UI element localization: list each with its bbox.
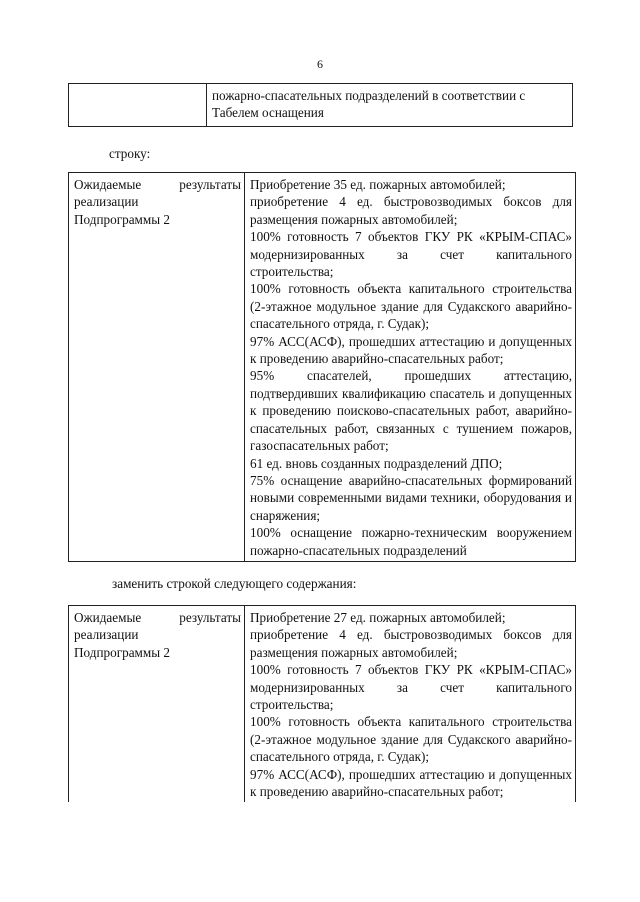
list-item: 100% оснащение пожарно-техническим вооружением пожарно-спасательных подразделений: [250, 525, 572, 558]
empty-label-cell: [69, 84, 207, 127]
new-row-content: [245, 606, 576, 803]
text-after: заменить строкой следующего содержания:: [112, 576, 357, 591]
top-row-line: пожарно-спасательных подразделений в соответствии с: [212, 88, 526, 103]
list-item: 100% готовность объекта капитального строительства (2-этажное модульное здание для Судакского аварийно-спасательного отряда, г. Судак);: [250, 714, 572, 765]
old-row-table: [68, 172, 576, 562]
list-item: 75% оснащение аварийно-спасательных формирований новыми современными видами техники, оборудования и снаряжения;: [250, 472, 572, 523]
new-row-table: [68, 605, 576, 802]
row-label-word: результаты: [179, 610, 241, 625]
list-item: 100% готовность 7 объектов ГКУ РК «КРЫМ-СПАС» модернизированных за счет капитального строительства;: [250, 662, 572, 713]
table-row: [69, 606, 576, 803]
top-row-content: [207, 84, 573, 127]
row-label-line: Подпрограммы 2: [74, 644, 170, 660]
row-label-line: реализации: [74, 194, 139, 210]
list-item: приобретение 4 ед. быстровозводимых боксов для размещения пожарных автомобилей;: [250, 627, 572, 660]
row-label: [69, 606, 245, 803]
row-label-line: реализации: [74, 627, 139, 643]
list-item: приобретение 4 ед. быстровозводимых боксов для размещения пожарных автомобилей;: [250, 194, 572, 227]
list-item: Приобретение 27 ед. пожарных автомобилей;: [250, 610, 506, 625]
list-item: 95% спасателей, прошедших аттестацию, подтвердивших квалификацию спасатель и допущенных к проведению поисково-спасательных работ, аварийно-спасательных работ, связанных с тушением пожаров, газоспасательных работ;: [250, 368, 572, 454]
list-item: Приобретение 35 ед. пожарных автомобилей;: [250, 177, 506, 192]
row-label-word: Ожидаемые: [74, 610, 142, 625]
page-number: 6: [317, 57, 323, 71]
table-row: [69, 84, 573, 127]
table-row: [69, 173, 576, 562]
row-label-word: результаты: [179, 177, 241, 192]
list-item: 100% готовность 7 объектов ГКУ РК «КРЫМ-СПАС» модернизированных за счет капитального строительства;: [250, 229, 572, 280]
list-item: 61 ед. вновь созданных подразделений ДПО;: [250, 455, 503, 471]
row-label-line: Подпрограммы 2: [74, 211, 170, 227]
row-label-line: [74, 176, 241, 193]
list-item: 97% АСС(АСФ), прошедших аттестацию и допущенных к проведению аварийно-спасательных работ;: [250, 766, 572, 800]
list-item: 100% готовность объекта капитального строительства (2-этажное модульное здание для Судакского аварийно-спасательного отряда, г. Судак);: [250, 281, 572, 332]
row-label: [69, 173, 245, 562]
row-label-word: Ожидаемые: [74, 177, 142, 192]
old-row-content: [245, 173, 576, 562]
top-row-line: Табелем оснащения: [212, 105, 324, 121]
top-table-fragment: [68, 83, 573, 127]
text-before: строку:: [109, 146, 151, 161]
row-label-line: [74, 609, 241, 626]
list-item: 97% АСС(АСФ), прошедших аттестацию и допущенных к проведению аварийно-спасательных работ;: [250, 333, 572, 367]
